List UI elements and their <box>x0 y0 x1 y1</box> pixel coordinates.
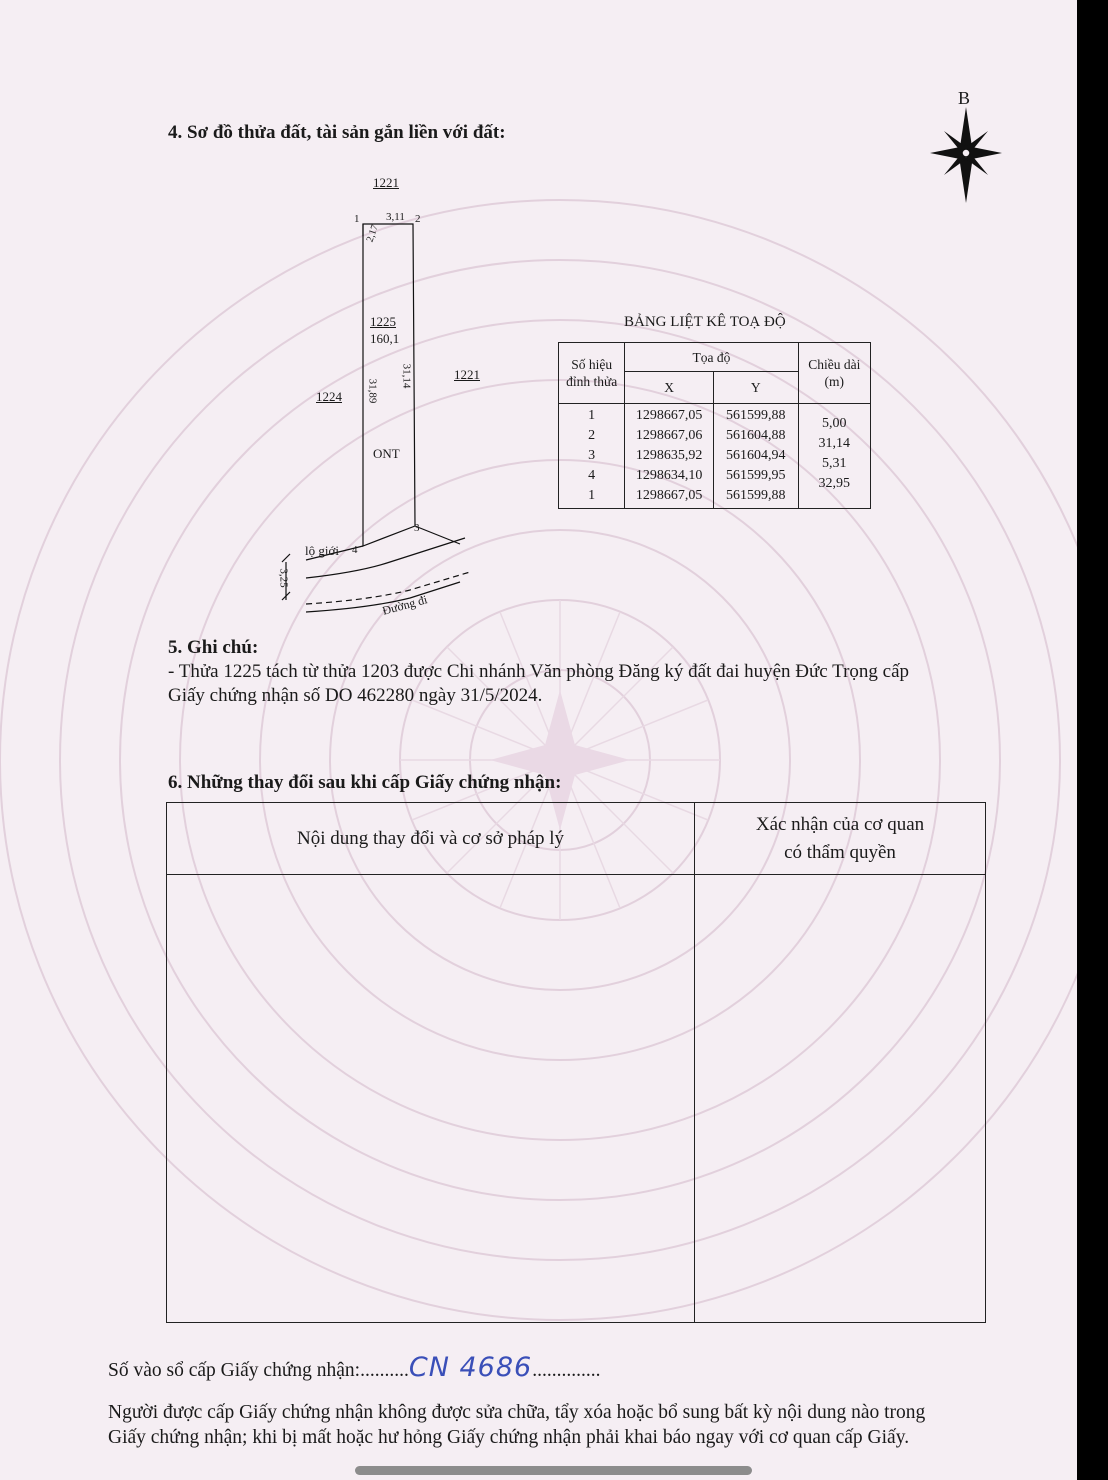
sketch-left-edge: 31,89 <box>366 378 379 404</box>
sketch-road-limit-value: 3,25 <box>277 568 290 588</box>
section-5-title: 5. Ghi chú: <box>168 637 259 658</box>
sketch-point-1: 1 <box>354 213 360 225</box>
section-6-title: 6. Những thay đổi sau khi cấp Giấy chứng nhận: <box>168 772 562 793</box>
table-row-point: 3 <box>588 448 596 463</box>
sketch-top-offset: 2,17 <box>364 223 381 244</box>
coord-header-length <box>798 343 870 404</box>
sketch-top-edge: 3,11 <box>386 211 405 223</box>
section-5-note-line1: - Thửa 1225 tách từ thửa 1203 được Chi nhánh Văn phòng Đăng ký đất đai huyện Đức Trọng cấp <box>168 661 910 682</box>
table-row-x: 1298635,92 <box>635 448 703 463</box>
changes-header-confirm-line2: có thẩm quyền <box>784 841 896 863</box>
sketch-point-4: 4 <box>352 544 358 556</box>
table-row-length: 5,31 <box>822 456 847 471</box>
changes-header-content: Nội dung thay đổi và cơ sở pháp lý <box>167 803 695 875</box>
table-row-y: 561599,88 <box>726 488 786 503</box>
sketch-right-neighbor: 1221 <box>454 367 480 382</box>
register-label: Số vào sổ cấp Giấy chứng nhận: <box>108 1360 361 1381</box>
sketch-parcel-area: 160,1 <box>370 331 400 346</box>
compass-north-label: B <box>958 88 971 108</box>
table-row-x: 1298667,05 <box>635 408 703 423</box>
parcel-sketch <box>260 200 500 620</box>
register-dots-after: .............. <box>532 1360 601 1381</box>
changes-table <box>166 802 986 1323</box>
coordinate-table <box>558 342 871 509</box>
table-row-y: 561604,88 <box>726 428 786 443</box>
changes-content-cell <box>167 875 695 1323</box>
table-row-y: 561599,95 <box>726 468 786 483</box>
coord-header-length-line2: (m) <box>824 374 845 389</box>
coord-point-column <box>559 404 625 509</box>
coord-header-x: X <box>625 372 714 404</box>
sketch-right-edge: 31,14 <box>400 363 413 389</box>
section-4-title: 4. Sơ đồ thửa đất, tài sản gắn liền với đất: <box>168 122 506 143</box>
coord-header-point-line2: đỉnh thửa <box>566 374 618 389</box>
sketch-land-use: ONT <box>373 446 400 461</box>
table-row-point: 1 <box>588 488 596 503</box>
sketch-parcel-number: 1225 <box>370 314 396 329</box>
register-line <box>108 1352 600 1383</box>
compass-rose-icon <box>930 107 1002 203</box>
coord-header-y: Y <box>713 372 798 404</box>
coord-header-point-line1: Số hiệu <box>571 357 613 372</box>
changes-header-confirm <box>695 803 986 875</box>
table-row-y: 561599,88 <box>726 408 786 423</box>
table-row-x: 1298667,05 <box>635 488 703 503</box>
coord-y-column <box>713 404 798 509</box>
changes-header-confirm-line1: Xác nhận của cơ quan <box>755 813 925 835</box>
coord-header-length-line1: Chiều dài <box>808 357 861 372</box>
section-5-note-line2: Giấy chứng nhận số DO 462280 ngày 31/5/2024. <box>168 685 543 706</box>
coord-header-coord: Tọa độ <box>625 343 798 372</box>
changes-confirm-cell <box>695 875 986 1323</box>
coord-table-title: BẢNG LIỆT KÊ TOẠ ĐỘ <box>624 314 786 330</box>
footer-warning-line1: Người được cấp Giấy chứng nhận không được sửa chữa, tẩy xóa hoặc bổ sung bất kỳ nội dung nào trong <box>108 1402 926 1423</box>
register-dots-before: .......... <box>360 1360 409 1381</box>
register-handwritten-number: CN 4686 <box>408 1352 533 1383</box>
coord-length-column <box>798 404 870 509</box>
sketch-point-3: 3 <box>414 522 420 534</box>
sketch-left-neighbor: 1224 <box>316 389 342 404</box>
table-row-point: 1 <box>588 408 596 423</box>
coord-x-column <box>625 404 714 509</box>
coord-header-point <box>559 343 625 404</box>
table-row-y: 561604,94 <box>726 448 786 463</box>
table-row-length: 31,14 <box>818 436 851 451</box>
sketch-point-2: 2 <box>415 213 421 225</box>
horizontal-scrollbar[interactable] <box>355 1466 752 1475</box>
table-row-point: 2 <box>588 428 596 443</box>
sketch-road-limit-label: lộ giới <box>305 543 339 558</box>
table-row-length: 5,00 <box>822 416 847 431</box>
table-row-point: 4 <box>588 468 596 483</box>
table-row-x: 1298667,06 <box>635 428 703 443</box>
sketch-top-neighbor: 1221 <box>373 175 399 190</box>
footer-warning-line2: Giấy chứng nhận; khi bị mất hoặc hư hỏng Giấy chứng nhận phải khai báo ngay với cơ quan cấp Giấy. <box>108 1427 910 1448</box>
table-row-x: 1298634,10 <box>635 468 703 483</box>
sketch-road-label: Đường đi <box>380 592 429 618</box>
table-row-length: 32,95 <box>818 476 851 491</box>
